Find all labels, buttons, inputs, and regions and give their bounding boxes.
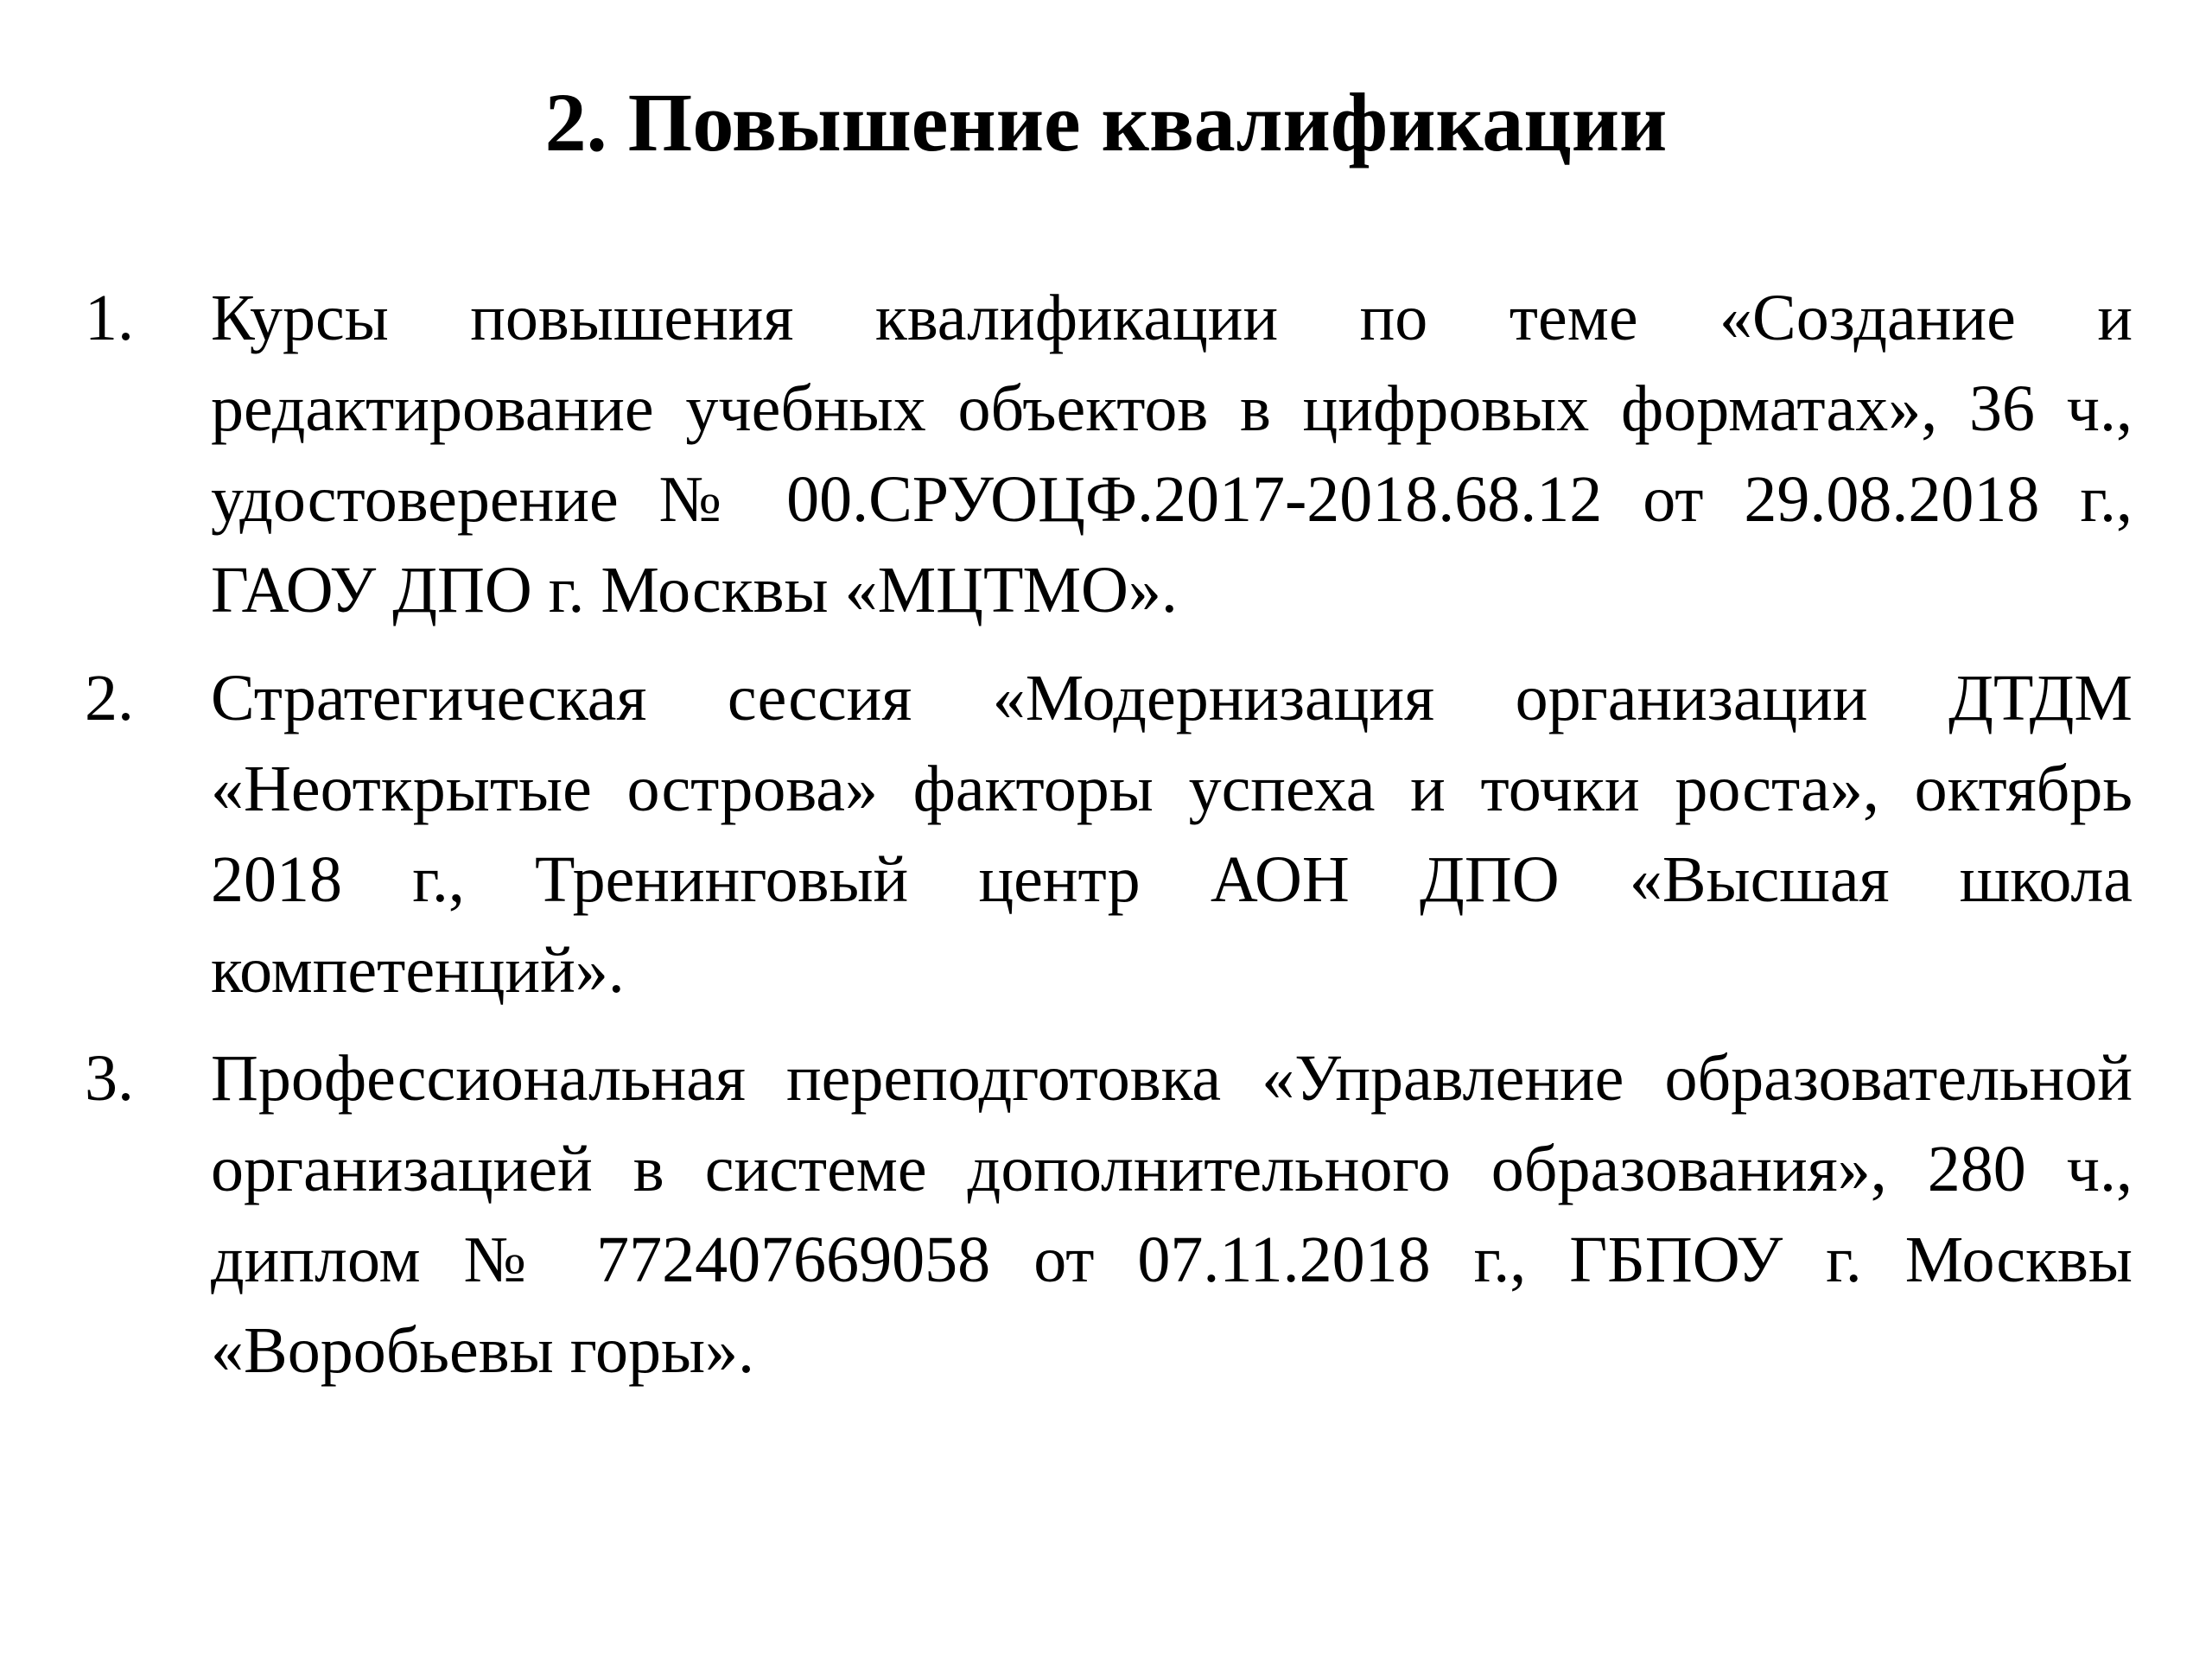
slide-title: 2. Повышение квалификации — [544, 76, 1668, 168]
list-item-text: Стратегическая сессия «Модернизация организации ДТДМ «Неоткрытые острова» факторы успеха и точки роста», октябрь 2018 г., Тренинговый центр АОН ДПО «Высшая школа компетенций». — [211, 662, 2133, 1007]
qualification-list — [85, 273, 2133, 1414]
list-item-number: 3. — [85, 1042, 134, 1115]
list-item-text: Курсы повышения квалификации по теме «Создание и редактирование учебных объектов в цифровых форматах», 36 ч., удостоверение № 00.СРУОЦФ.2017-2018.68.12 от 29.08.2018 г., ГАОУ ДПО г. Москвы «МЦТМО». — [211, 282, 2133, 626]
list-item-text: Профессиональная переподготовка «Управление образовательной организацией в системе дополнительного образования», 280 ч., диплом № 772407669058 от 07.11.2018 г., ГБПОУ г. Москвы «Воробьевы горы». — [211, 1042, 2133, 1387]
list-item — [85, 1033, 2133, 1396]
list-item-number: 1. — [85, 282, 134, 354]
list-item — [85, 273, 2133, 636]
list-item — [85, 653, 2133, 1016]
list-item-number: 2. — [85, 662, 134, 734]
